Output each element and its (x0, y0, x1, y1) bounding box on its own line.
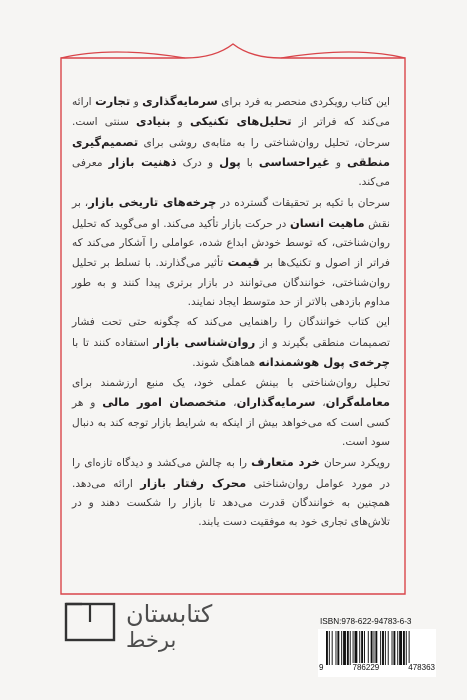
barcode-bar (392, 631, 393, 665)
text-run: تحلیل روان‌شناختی با بینش عملی خود، یک منبع ارزشمند برای (72, 377, 390, 390)
description-paragraph (72, 374, 390, 452)
barcode-bar (393, 631, 395, 665)
bold-term: قیمت (227, 255, 260, 270)
text-run: استفاده کنند تا با (72, 336, 154, 349)
barcode-bar (385, 631, 386, 665)
text-run: رویکرد سرحان (319, 457, 390, 470)
bold-term: تصمیم‌گیری منطقی (72, 134, 390, 169)
barcode-bar (326, 631, 328, 665)
barcode-bar (380, 631, 381, 665)
text-run: ، بر نقش (72, 197, 390, 230)
text-run: را به چالش می‌کشد و دیدگاه تازه‌ای را در مورد عوامل روان‌شناختی (72, 457, 390, 490)
barcode-bar (350, 631, 351, 665)
text-run: و (170, 116, 190, 129)
bold-term: روان‌شناسی بازار (153, 334, 256, 349)
barcode-bar (375, 631, 377, 665)
barcode-digit-group-2: 478363 (408, 663, 435, 672)
bold-term: سرمایه‌گذاری (142, 94, 218, 108)
publisher-name: کتابستان (126, 600, 213, 628)
barcode-bar (374, 631, 375, 665)
description-paragraph (72, 313, 390, 373)
bold-term: چرخه‌های تاریخی بازار (88, 195, 217, 210)
barcode-bar (337, 631, 339, 665)
text-run: این کتاب رویکردی منحصر به فرد برای (217, 96, 390, 108)
barcode-bar (332, 631, 333, 665)
barcode-bar (341, 631, 342, 665)
barcode-bar (329, 631, 330, 665)
text-run: ، (315, 397, 326, 410)
barcode-bar (397, 631, 398, 665)
bold-term: محرک رفتار بازار (140, 475, 247, 490)
bold-term: خرد متعارف (251, 455, 320, 470)
text-run: سرحان با تکیه بر تحقیقات گسترده در (216, 197, 390, 210)
description-paragraph (72, 453, 390, 532)
description-paragraph (72, 193, 390, 312)
bold-term: غیراحساسی (258, 154, 330, 169)
text-run: ، (226, 397, 237, 410)
barcode-bar (336, 631, 337, 665)
barcode-digits (318, 663, 436, 672)
text-run: سنتی است. سرحان، تحلیل روان‌شناختی را به مثابه‌ی روشی برای (72, 116, 390, 149)
bold-term: چرخه‌ی پول هوشمندانه (258, 354, 390, 369)
barcode-bar (347, 631, 349, 665)
barcode-bar (353, 631, 354, 665)
barcode-bar (403, 631, 405, 665)
bold-term: سرمایه‌گذاران (236, 395, 316, 410)
barcode-bar (409, 631, 410, 665)
text-run: ارائه می‌دهد. همچنین به خوانندگان قدرت می‌دهد تا بازار را شکست دهند و در تلاش‌های تجاری خود به موفقیت دست یابند. (72, 477, 390, 529)
text-run: و درک (176, 156, 220, 169)
text-run: هماهنگ شوند. (192, 356, 259, 369)
barcode-bar (388, 631, 389, 665)
back-cover-description (72, 92, 390, 534)
text-run: تأثیر می‌گذارند. با تسلط بر تحلیل روان‌شناختی، خوانندگان می‌توانند در بازار برتری پیدا کنند و به طور مداوم بازدهی بالاتر از حد متوسط ایجاد نمایند. (72, 257, 390, 308)
barcode-bar (406, 631, 407, 665)
barcode-bar (399, 631, 402, 665)
text-run: ارائه می‌کند که فراتر از (72, 96, 390, 129)
text-run: معرفی می‌کند. (72, 156, 390, 189)
barcode-bar (382, 631, 384, 665)
bold-term: متخصصان امور مالی (102, 395, 227, 410)
text-run: در حرکت بازار تأکید می‌کند. او می‌گوید که تحلیل روان‌شناختی، که توسط خودش ابداع شده، عواملی را آشکار می‌کند که فراتر از اصول و تکنیک‌ها بر (72, 217, 390, 270)
barcode-bar (361, 631, 363, 665)
barcode-bar (371, 631, 373, 665)
barcode-bars-icon (326, 631, 430, 667)
barcode-bar (359, 631, 360, 665)
barcode-bar (355, 631, 358, 665)
description-paragraph (72, 92, 390, 192)
bold-term: معامله‌گران (325, 395, 390, 410)
barcode-bar (368, 631, 369, 665)
bold-term: تحلیل‌های تکنیکی (189, 114, 292, 129)
text-run: و هر کسی است که می‌خواهد بیش از اینکه به شرایط بازار توجه کند به دنبال سود است. (72, 397, 390, 449)
barcode-bar (343, 631, 346, 665)
bold-term: ماهیت انسان (289, 215, 365, 230)
barcode-digit-prefix: 9 (319, 663, 324, 672)
bold-term: ذهنیت بازار (108, 154, 177, 169)
bold-term: تجارت (95, 94, 131, 108)
isbn-text: ISBN:978-622-94783-6-3 (320, 617, 412, 626)
barcode-bar (364, 631, 365, 665)
text-run: این کتاب خوانندگان را راهنمایی می‌کند که چگونه حتی تحت فشار تصمیمات منطقی بگیرند و از (72, 316, 390, 349)
barcode-digit-group-1: 786229 (352, 663, 380, 672)
book-logo-icon (64, 600, 116, 644)
text-run: و (329, 156, 348, 169)
text-run: با (240, 156, 259, 169)
text-run: و (130, 96, 143, 108)
bold-term: پول (219, 154, 241, 169)
publisher-logo (64, 598, 254, 660)
bold-term: بنیادی (136, 114, 171, 129)
publisher-subtitle: برخط (126, 628, 177, 652)
